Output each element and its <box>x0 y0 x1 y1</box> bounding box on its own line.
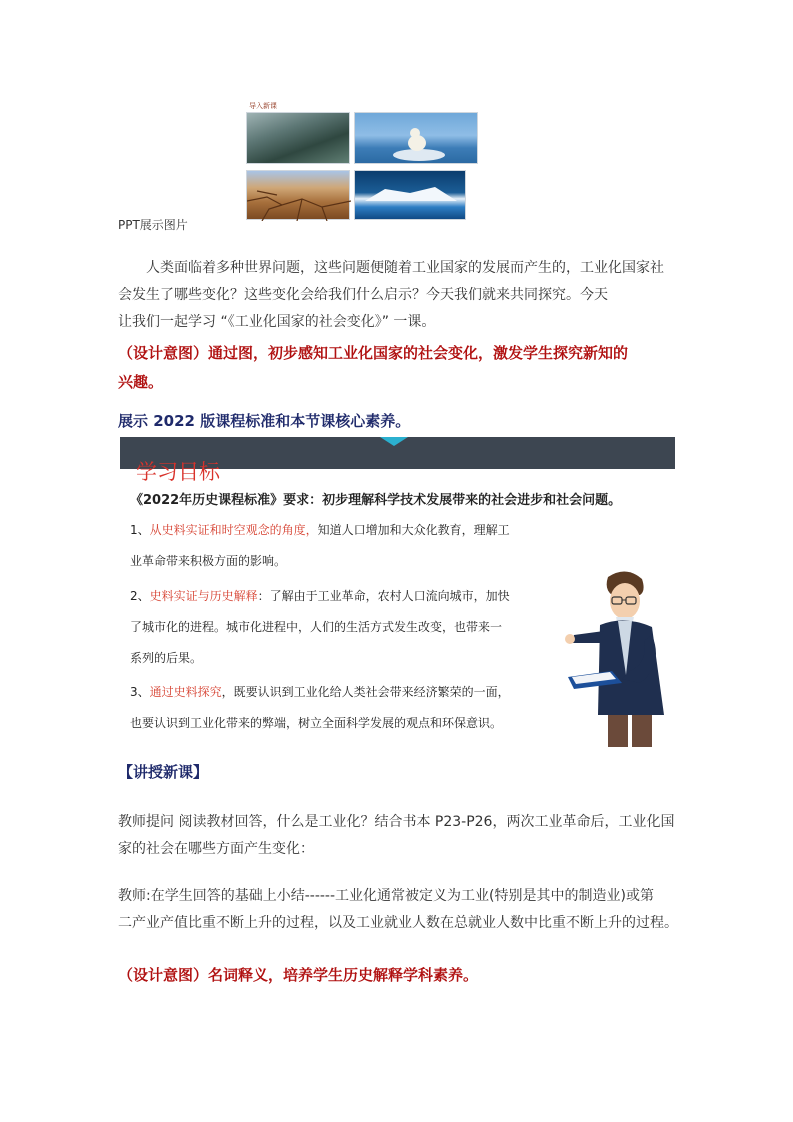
glacier-photo <box>246 112 350 164</box>
image-caption: PPT展示图片 <box>118 218 188 232</box>
intro-paragraph <box>118 255 678 336</box>
section-heading: 【讲授新课】 <box>118 763 209 781</box>
design-intent-1-line-1: （设计意图）通过图，初步感知工业化国家的社会变化，激发学生探究新知的 <box>118 344 629 362</box>
polar-bear-photo <box>354 112 478 164</box>
goal-1-highlight: 从史料实证和时空观念的角度， <box>149 523 318 537</box>
teacher-summary-line-2: 二产业产值比重不断上升的过程，以及工业就业人数在总就业人数中比重不断上升的过程。 <box>118 915 678 931</box>
goal-2-highlight: 史料实证与历史解释 <box>149 589 258 603</box>
slide-title: 学习目标 <box>136 460 220 484</box>
teacher-icon <box>565 571 664 747</box>
goal-1 <box>130 515 580 577</box>
teacher-question-line-2: 家的社会在哪些方面产生变化： <box>118 841 314 857</box>
teacher-summary <box>118 883 678 937</box>
standards-heading: 展示 2022 版课程标准和本节课核心素养。 <box>118 412 411 430</box>
intro-line-1: 人类面临着多种世界问题，这些问题便随着工业国家的发展而产生的，工业化国家社 <box>146 260 664 276</box>
goal-1-text: 知道人口增加和大众化教育，理解工 <box>317 523 510 537</box>
cracks-pattern <box>247 171 351 221</box>
cracked-earth-photo <box>246 170 350 220</box>
design-intent-2: （设计意图）名词释义，培养学生历史解释学科素养。 <box>118 966 479 984</box>
goal-2-line-3: 系列的后果。 <box>130 651 203 665</box>
design-intent-1 <box>118 339 678 397</box>
goal-1-num: 1、 <box>130 523 150 537</box>
goal-2-num: 2、 <box>130 589 150 603</box>
iceberg-photo <box>354 170 466 220</box>
polar-bear-icon <box>355 113 479 165</box>
intro-line-2: 会发生了哪些变化？这些变化会给我们什么启示？今天我们就来共同探究。今天 <box>118 287 608 303</box>
collage-tag: 导入新课 <box>249 102 277 110</box>
goal-1-line-2: 业革命带来积极方面的影响。 <box>130 554 287 568</box>
iceberg-icon <box>355 171 467 221</box>
curriculum-standard: 《2022年历史课程标准》要求：初步理解科学技术发展带来的社会进步和社会问题。 <box>130 493 622 508</box>
goal-3-line-2: 也要认识到工业化带来的弊端，树立全面科学发展的观点和环保意识。 <box>130 716 503 730</box>
goal-2-line-2: 了城市化的进程。城市化进程中，人们的生活方式发生改变，也带来一 <box>130 620 503 634</box>
teacher-summary-line-1: 教师:在学生回答的基础上小结------工业化通常被定义为工业(特别是其中的制造业)或第 <box>118 888 654 904</box>
goal-2 <box>130 581 580 674</box>
teacher-question <box>118 809 678 863</box>
teacher-question-line-1: 教师提问 阅读教材回答，什么是工业化？结合书本 P23-P26，两次工业革命后，工业化国 <box>118 814 675 830</box>
design-intent-1-line-2: 兴趣。 <box>118 373 164 391</box>
goal-3 <box>130 677 580 739</box>
goal-3-highlight: 通过史料探究 <box>149 685 222 699</box>
goal-2-text: ：了解由于工业革命，农村人口流向城市，加快 <box>257 589 510 603</box>
teacher-illustration <box>560 565 680 750</box>
goal-3-num: 3、 <box>130 685 150 699</box>
goal-3-text: ，既要认识到工业化给人类社会带来经济繁荣的一面， <box>221 685 510 699</box>
slide-notch <box>380 437 408 446</box>
intro-line-3: 让我们一起学习 “《工业化国家的社会变化》” 一课。 <box>118 314 436 330</box>
